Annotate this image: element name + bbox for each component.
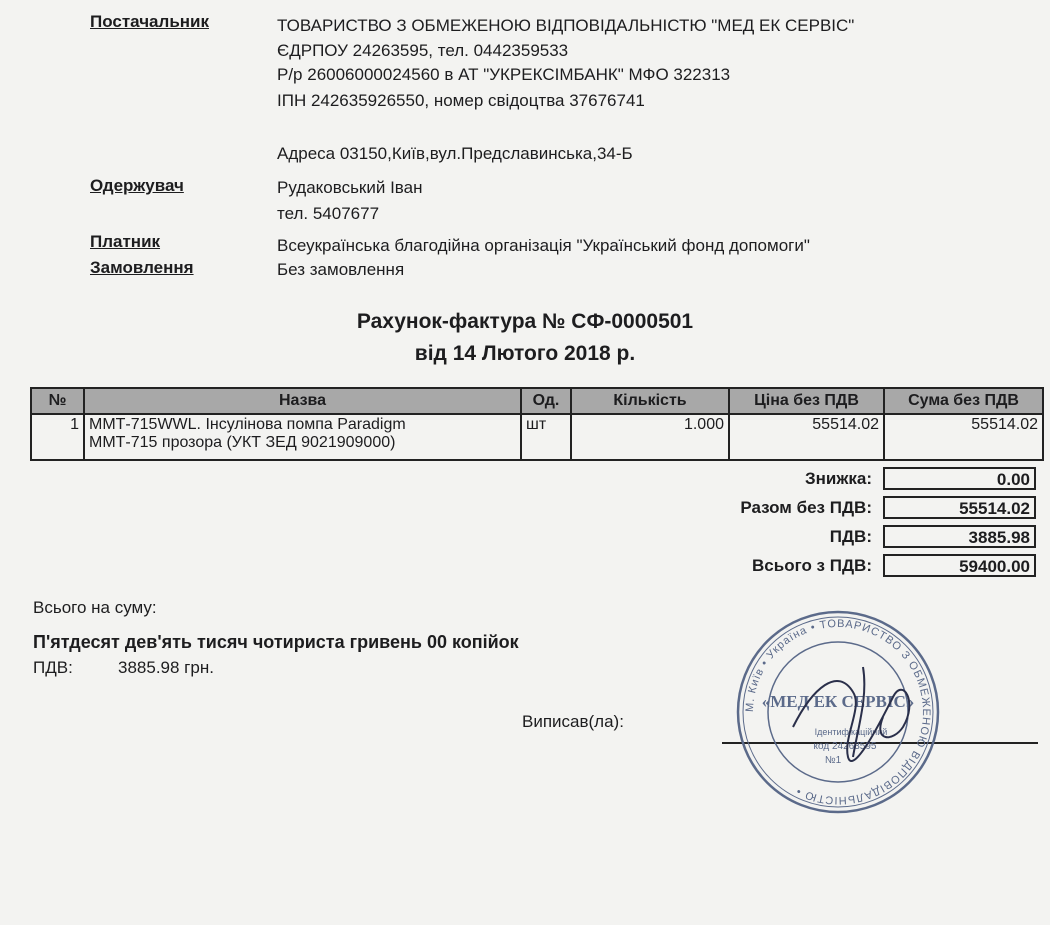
invoice-title: Рахунок-фактура № СФ-0000501 <box>356 310 694 333</box>
row-sum: 55514.02 <box>884 414 1043 460</box>
items-table <box>30 387 1044 461</box>
col-header-num: № <box>31 388 84 414</box>
company-seal <box>733 607 943 817</box>
supplier-edrpou: ЄДРПОУ 24263595, тел. 0442359533 <box>277 41 569 60</box>
signed-by-label: Виписав(ла): <box>522 712 624 731</box>
supplier-ipn: ІПН 242635926550, номер свідоцтва 37676741 <box>277 91 645 110</box>
recipient-label: Одержувач <box>90 176 184 195</box>
row-name-line2: ММТ-715 прозора (УКТ ЗЕД 9021909000) <box>89 434 396 451</box>
vat-value: 3885.98 <box>883 525 1036 548</box>
row-name-line1: ММТ-715WWL. Інсулінова помпа Paradigm <box>89 416 406 433</box>
seal-code-prefix: Ідентифікаційний <box>814 727 888 737</box>
seal-code: код 24263595 <box>813 741 877 752</box>
seal-number: №1 <box>824 755 842 766</box>
row-unit: шт <box>521 414 571 460</box>
sum-words-label: Всього на суму: <box>33 598 157 617</box>
payer-label: Платник <box>90 232 161 251</box>
gross-value: 59400.00 <box>883 554 1036 577</box>
col-header-unit: Од. <box>521 388 571 414</box>
row-qty: 1.000 <box>571 414 729 460</box>
order-value: Без замовлення <box>277 260 405 279</box>
svg-text:М. Київ • Україна • ТОВАРИСТВО <box>744 618 932 806</box>
sum-words-text: П'ятдесят дев'ять тисяч чотириста гривень 00 копійок <box>33 632 519 652</box>
discount-value: 0.00 <box>883 467 1036 490</box>
supplier-name: ТОВАРИСТВО З ОБМЕЖЕНОЮ ВІДПОВІДАЛЬНІСТЮ "МЕД ЕК СЕРВІС" <box>277 16 855 35</box>
net-label: Разом без ПДВ: <box>740 498 872 517</box>
sum-vat-label: ПДВ: <box>33 658 73 677</box>
row-name <box>84 414 521 460</box>
col-header-sum: Сума без ПДВ <box>884 388 1043 414</box>
sum-vat-value: 3885.98 грн. <box>118 658 214 677</box>
gross-label: Всього з ПДВ: <box>752 556 872 575</box>
recipient-phone: тел. 5407677 <box>277 204 380 223</box>
supplier-address: Адреса 03150,Київ,вул.Предславинська,34-Б <box>277 144 633 163</box>
vat-label: ПДВ: <box>829 527 872 546</box>
col-header-qty: Кількість <box>571 388 729 414</box>
col-header-price: Ціна без ПДВ <box>729 388 884 414</box>
recipient-name: Рудаковський Іван <box>277 178 423 197</box>
row-num: 1 <box>31 414 84 460</box>
supplier-bank: Р/р 26006000024560 в АТ "УКРЕКСІМБАНК" МФО 322313 <box>277 65 731 84</box>
table-row <box>31 414 1043 460</box>
seal-ring-text: М. Київ • Україна • ТОВАРИСТВО З ОБМЕЖЕНОЮ ВІДПОВІДАЛЬНІСТЮ • <box>743 617 933 807</box>
payer-value: Всеукраїнська благодійна організація "Український фонд допомоги" <box>277 236 810 255</box>
supplier-label: Постачальник <box>90 12 209 31</box>
row-price: 55514.02 <box>729 414 884 460</box>
order-label: Замовлення <box>90 258 194 277</box>
net-value: 55514.02 <box>883 496 1036 519</box>
col-header-name: Назва <box>84 388 521 414</box>
seal-center-text: «МЕД ЕК СЕРВІС» <box>761 692 915 711</box>
invoice-date: від 14 Лютого 2018 р. <box>414 342 636 365</box>
discount-label: Знижка: <box>804 469 872 488</box>
table-header-row <box>31 388 1043 414</box>
